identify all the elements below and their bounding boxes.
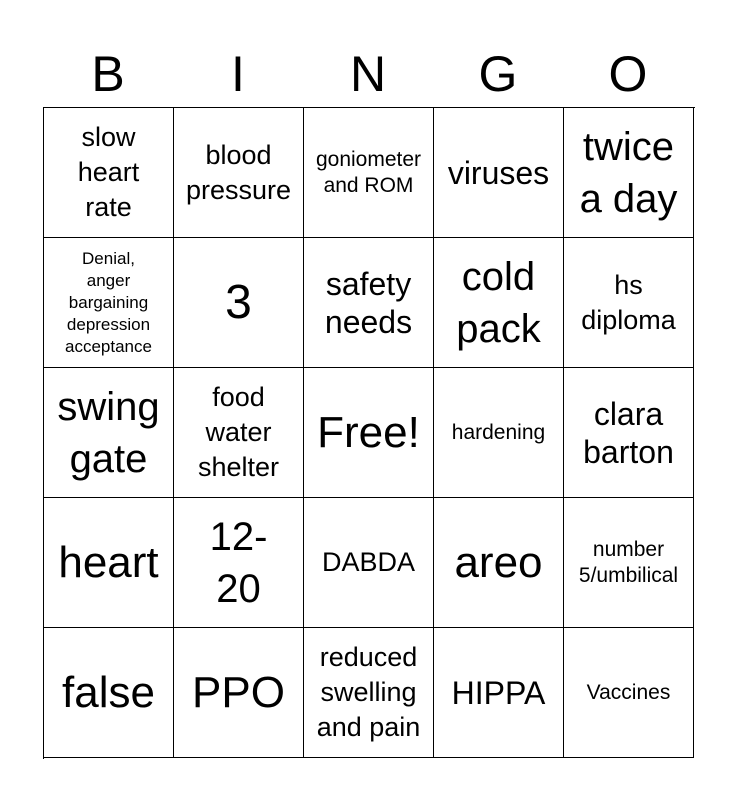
- cell-text: hardening: [451, 420, 546, 444]
- bingo-cell-r3-c5[interactable]: [564, 368, 694, 498]
- cell-text: Denial, anger bargaining depression acceptance: [65, 248, 152, 356]
- bingo-cell-r5-c3[interactable]: [304, 628, 434, 758]
- bingo-cell-r1-c2[interactable]: [174, 108, 304, 238]
- cell-text: viruses: [447, 154, 550, 191]
- bingo-cell-r1-c4[interactable]: [434, 108, 564, 238]
- header-letter-b: B: [91, 46, 125, 102]
- bingo-cell-r2-c3[interactable]: [304, 238, 434, 368]
- cell-text: slow heart rate: [77, 122, 140, 222]
- bingo-cell-r2-c2[interactable]: [174, 238, 304, 368]
- bingo-cell-r2-c4[interactable]: [434, 238, 564, 368]
- bingo-cell-r3-c3[interactable]: [304, 368, 434, 498]
- cell-text: number 5/umbilical: [578, 537, 679, 587]
- bingo-cell-r5-c1[interactable]: [44, 628, 174, 758]
- header-letter-n: N: [349, 46, 387, 102]
- cell-text: 12- 20: [209, 514, 268, 611]
- cell-text: PPO: [192, 668, 285, 717]
- cell-text: goniometer and ROM: [315, 147, 422, 197]
- cell-text: twice a day: [579, 124, 678, 221]
- cell-text: cold pack: [456, 254, 541, 351]
- cell-text: HIPPA: [451, 674, 546, 711]
- cell-text: blood pressure: [185, 139, 292, 205]
- cell-text: DABDA: [321, 547, 416, 577]
- header-letter-i: I: [231, 46, 245, 102]
- bingo-cell-r2-c5[interactable]: [564, 238, 694, 368]
- cell-text: reduced swelling and pain: [316, 642, 421, 742]
- bingo-cell-r5-c5[interactable]: [564, 628, 694, 758]
- bingo-cell-r4-c2[interactable]: [174, 498, 304, 628]
- bingo-header: [43, 40, 693, 108]
- bingo-cell-r2-c1[interactable]: [44, 238, 174, 368]
- header-letter-o: O: [608, 46, 648, 102]
- bingo-cell-r3-c4[interactable]: [434, 368, 564, 498]
- header-letter-g: G: [478, 46, 518, 102]
- bingo-cell-r5-c2[interactable]: [174, 628, 304, 758]
- bingo-cell-r4-c4[interactable]: [434, 498, 564, 628]
- bingo-cell-r3-c2[interactable]: [174, 368, 304, 498]
- cell-text: Vaccines: [586, 680, 671, 704]
- cell-text: food water shelter: [197, 382, 280, 482]
- bingo-cell-r3-c1[interactable]: [44, 368, 174, 498]
- bingo-cell-r1-c3[interactable]: [304, 108, 434, 238]
- bingo-board: [43, 107, 695, 759]
- cell-text: swing gate: [57, 384, 160, 481]
- cell-text: areo: [454, 538, 543, 587]
- cell-text: 3: [225, 276, 252, 329]
- bingo-cell-r1-c1[interactable]: [44, 108, 174, 238]
- cell-text: Free!: [317, 408, 420, 457]
- bingo-cell-r4-c5[interactable]: [564, 498, 694, 628]
- cell-text: hs diploma: [581, 269, 676, 335]
- bingo-cell-r5-c4[interactable]: [434, 628, 564, 758]
- cell-text: heart: [58, 538, 159, 587]
- bingo-cell-r4-c3[interactable]: [304, 498, 434, 628]
- cell-text: safety needs: [324, 265, 413, 340]
- cell-text: clara barton: [583, 395, 674, 470]
- bingo-cell-r1-c5[interactable]: [564, 108, 694, 238]
- cell-text: false: [62, 668, 155, 717]
- bingo-cell-r4-c1[interactable]: [44, 498, 174, 628]
